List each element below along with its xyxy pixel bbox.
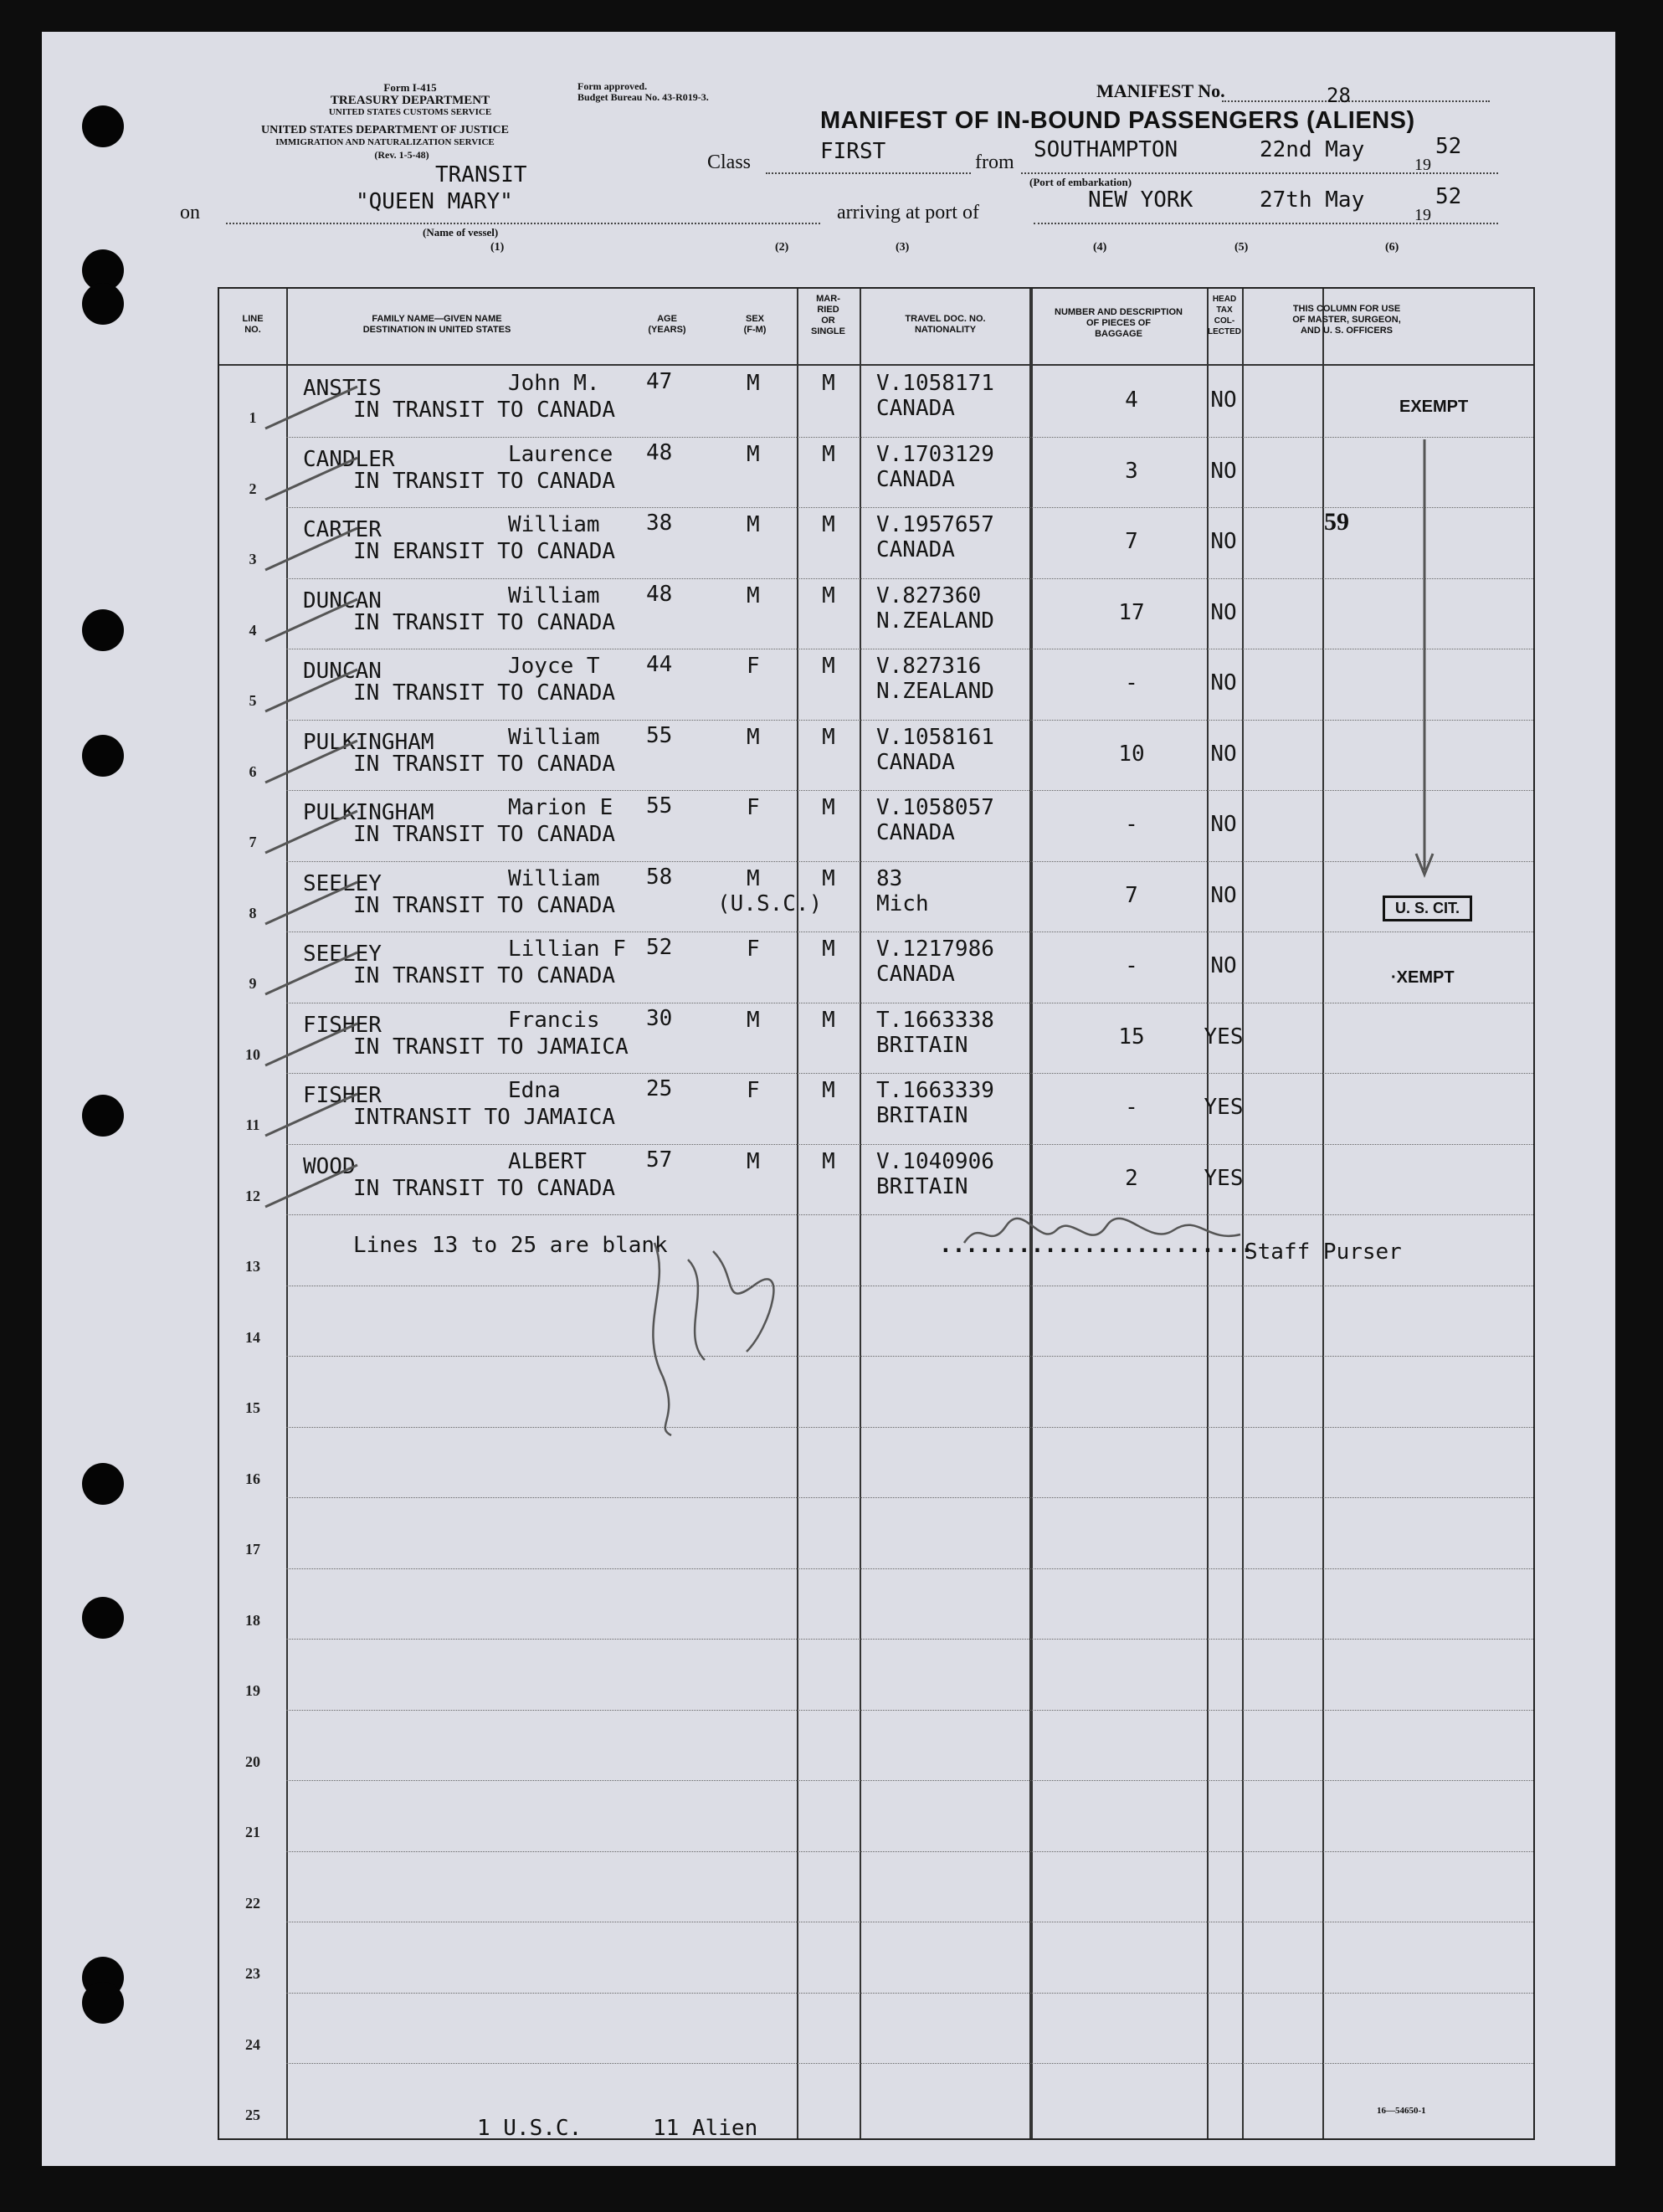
sex: M: [747, 512, 760, 537]
nationality: BRITAIN: [876, 1173, 968, 1199]
page-title: MANIFEST OF IN-BOUND PASSENGERS (ALIENS): [820, 107, 1415, 134]
col-divider: [1322, 289, 1324, 2138]
line-number: 11: [245, 1116, 260, 1133]
nationality: CANADA: [876, 537, 955, 562]
travel-doc-no: T.1663338: [876, 1007, 994, 1033]
family-name: SEELEY: [303, 942, 382, 967]
sex: M: [747, 371, 760, 396]
row-separator: [286, 790, 1533, 791]
exempt-stamp: EXEMPT: [1399, 398, 1469, 416]
nationality: CANADA: [876, 962, 955, 987]
vessel-name: "QUEEN MARY": [356, 189, 513, 214]
given-name: ALBERT: [508, 1148, 587, 1174]
age: 52: [646, 935, 673, 960]
family-name: FISHER: [303, 1012, 382, 1038]
manifest-no-line: [1222, 100, 1490, 102]
line-number: 21: [245, 1824, 260, 1840]
baggage-count: 4: [1125, 387, 1138, 413]
col-header-married: MAR- RIED OR SINGLE: [811, 294, 845, 336]
destination: IN TRANSIT TO CANADA: [353, 1175, 616, 1201]
row-separator: [286, 578, 1533, 579]
punch-hole: [82, 105, 124, 147]
line-number: 22: [245, 1894, 260, 1912]
customs-service: UNITED STATES CUSTOMS SERVICE: [328, 107, 492, 117]
family-name: ANSTIS: [303, 376, 382, 401]
row-separator: [286, 1780, 1533, 1781]
baggage-count: -: [1125, 953, 1138, 978]
treasury-dept: TREASURY DEPARTMENT: [330, 94, 490, 107]
punch-hole: [82, 1982, 124, 2024]
sex: M: [747, 1007, 760, 1033]
sex: F: [747, 654, 760, 679]
head-tax: NO: [1210, 953, 1237, 978]
head-tax: NO: [1210, 387, 1237, 413]
line-number: 15: [245, 1399, 260, 1416]
check-mark: [261, 665, 362, 716]
family-name: PULKINGHAM: [303, 800, 434, 825]
destination: INTRANSIT TO JAMAICA: [353, 1105, 616, 1130]
from-value: SOUTHAMPTON: [1034, 137, 1178, 162]
nationality: CANADA: [876, 749, 955, 775]
family-name: DUNCAN: [303, 659, 382, 684]
row-separator: [286, 1073, 1533, 1074]
row-separator: [286, 1427, 1533, 1428]
punch-hole: [82, 1463, 124, 1505]
baggage-count: 7: [1125, 882, 1138, 908]
check-mark: [261, 736, 362, 787]
family-name: CANDLER: [303, 446, 395, 472]
class-line: [766, 172, 971, 174]
col-header-officers: THIS COLUMN FOR USE OF MASTER, SURGEON, AND U. S. OFFICERS: [1292, 304, 1401, 336]
destination: IN TRANSIT TO CANADA: [353, 680, 616, 706]
line-number: 13: [245, 1258, 260, 1275]
head-tax: YES: [1204, 1095, 1244, 1120]
row-separator: [286, 1497, 1533, 1498]
check-mark: [261, 878, 362, 928]
row-separator: [286, 1568, 1533, 1569]
age: 38: [646, 511, 673, 536]
marital-status: M: [822, 583, 835, 608]
baggage-count: -: [1125, 1095, 1138, 1120]
row-separator: [286, 2063, 1533, 2064]
baggage-count: 2: [1125, 1165, 1138, 1191]
age: 30: [646, 1005, 673, 1031]
travel-doc-no: V.1703129: [876, 441, 994, 467]
inspector-signature: [621, 1209, 788, 1444]
col-header-sex: SEX (F-M): [743, 314, 767, 335]
family-name: PULKINGHAM: [303, 729, 434, 755]
embark-date: 22nd May: [1260, 137, 1365, 162]
class-label: Class: [707, 151, 752, 173]
marital-status: M: [822, 937, 835, 962]
line-number: 9: [249, 975, 257, 992]
given-name: William: [508, 865, 600, 891]
line-number: 3: [249, 551, 257, 567]
row-separator: [286, 861, 1533, 862]
line-number: 17: [245, 1541, 260, 1558]
form-number: Form I-415: [383, 81, 437, 94]
from-label: from: [975, 151, 1014, 173]
exempt-stamp-2: ·XEMPT: [1391, 968, 1455, 987]
sex: M: [747, 865, 760, 891]
baggage-count: 7: [1125, 529, 1138, 554]
sex: M: [747, 1148, 760, 1174]
punch-hole: [82, 1095, 124, 1137]
head-tax: NO: [1210, 741, 1237, 767]
travel-doc-no: V.1058057: [876, 795, 994, 820]
age: 44: [646, 652, 673, 677]
travel-doc-no: V.1058171: [876, 371, 994, 396]
total-usc: 1 U.S.C.: [477, 2116, 583, 2141]
line-number: 1: [249, 409, 257, 426]
us-cit-stamp: U. S. CIT.: [1383, 896, 1472, 921]
footer-code: 16—54650-1: [1377, 2106, 1426, 2116]
family-name: SEELEY: [303, 870, 382, 896]
nationality: N.ZEALAND: [876, 608, 994, 634]
given-name: William: [508, 583, 600, 608]
check-mark: [261, 807, 362, 857]
line-number: 14: [245, 1328, 260, 1346]
manifest-no-label: MANIFEST No.: [1096, 80, 1225, 101]
age: 48: [646, 581, 673, 607]
col-num-5: (5): [1234, 241, 1249, 254]
given-name: Joyce T: [508, 654, 600, 679]
manifest-no-value: 28: [1327, 84, 1351, 107]
line-number: 6: [249, 762, 257, 780]
row-separator: [286, 1851, 1533, 1852]
ins-service: IMMIGRATION AND NATURALIZATION SERVICE: [275, 137, 495, 147]
col-divider: [860, 289, 861, 2138]
header-rule: [219, 364, 1533, 366]
age: 58: [646, 864, 673, 890]
destination: IN TRANSIT TO CANADA: [353, 963, 616, 988]
marital-status: M: [822, 1007, 835, 1033]
travel-doc-no: V.1957657: [876, 512, 994, 537]
justice-dept: UNITED STATES DEPARTMENT OF JUSTICE: [261, 124, 509, 136]
total-alien: 11 Alien: [653, 2116, 758, 2141]
punch-hole: [82, 1597, 124, 1639]
row-separator: [286, 1710, 1533, 1711]
age: 25: [646, 1076, 673, 1101]
head-tax: NO: [1210, 670, 1237, 695]
family-name: DUNCAN: [303, 588, 382, 613]
nationality: CANADA: [876, 820, 955, 845]
row-separator: [286, 1639, 1533, 1640]
row-separator: [286, 1144, 1533, 1145]
col-num-2: (2): [775, 241, 789, 254]
purser-signature: [956, 1209, 1257, 1260]
destination: IN ERANSIT TO CANADA: [353, 539, 616, 564]
row-separator: [286, 1993, 1533, 1994]
port-embark-note: (Port of embarkation): [1029, 176, 1132, 188]
nationality: CANADA: [876, 396, 955, 421]
sex: M: [747, 724, 760, 750]
line-number: 4: [249, 621, 257, 639]
check-mark: [261, 454, 362, 504]
vessel-line: [226, 223, 820, 224]
citizenship-note: (U.S.C.): [717, 890, 823, 916]
travel-doc-no: V.1217986: [876, 937, 994, 962]
arriving-label: arriving at port of: [837, 202, 979, 223]
col-header-name: FAMILY NAME—GIVEN NAME DESTINATION IN UNITED STATES: [362, 314, 511, 335]
row-separator: [286, 437, 1533, 438]
sex: M: [747, 583, 760, 608]
destination: IN TRANSIT TO CANADA: [353, 822, 616, 847]
family-name: WOOD: [303, 1153, 356, 1179]
baggage-count: 3: [1125, 458, 1138, 484]
head-tax: NO: [1210, 882, 1237, 908]
family-name: CARTER: [303, 517, 382, 542]
age: 47: [646, 369, 673, 394]
check-mark: [261, 595, 362, 645]
on-label: on: [180, 202, 200, 223]
marital-status: M: [822, 724, 835, 750]
destination: IN TRANSIT TO CANADA: [353, 398, 616, 423]
age: 55: [646, 722, 673, 748]
line-number: 16: [245, 1470, 260, 1487]
travel-doc-no: V.1058161: [876, 724, 994, 750]
punch-hole: [82, 283, 124, 325]
destination: IN TRANSIT TO JAMAICA: [353, 1034, 629, 1060]
class-value: FIRST: [820, 139, 886, 164]
family-name: FISHER: [303, 1083, 382, 1108]
line-number: 19: [245, 1682, 260, 1699]
nationality: BRITAIN: [876, 1103, 968, 1128]
sex: F: [747, 1078, 760, 1103]
destination: IN TRANSIT TO CANADA: [353, 468, 616, 494]
check-mark: [261, 1019, 362, 1070]
col-header-travel: TRAVEL DOC. NO. NATIONALITY: [905, 314, 986, 335]
given-name: Lillian F: [508, 937, 626, 962]
age: 48: [646, 439, 673, 465]
line-number: 5: [249, 692, 257, 709]
col-num-3: (3): [896, 241, 910, 254]
passenger-table: [218, 287, 1535, 2140]
baggage-count: 17: [1118, 599, 1145, 625]
col-num-4: (4): [1093, 241, 1107, 254]
marital-status: M: [822, 441, 835, 467]
line-number: 25: [245, 2107, 260, 2123]
nationality: Mich: [876, 890, 929, 916]
line-number: 8: [249, 904, 257, 921]
travel-doc-no: V.827316: [876, 654, 982, 679]
row-separator: [286, 720, 1533, 721]
marital-status: M: [822, 1078, 835, 1103]
marital-status: M: [822, 865, 835, 891]
marital-status: M: [822, 512, 835, 537]
age: 57: [646, 1147, 673, 1173]
exempt-arrow: [1399, 431, 1450, 883]
check-mark: [261, 1161, 362, 1211]
given-name: William: [508, 512, 600, 537]
travel-doc-no: 83: [876, 865, 903, 891]
check-mark: [261, 382, 362, 433]
col-divider: [797, 289, 798, 2138]
transit-label: TRANSIT: [435, 162, 527, 187]
line-number: 7: [249, 834, 257, 850]
col-header-age: AGE (YEARS): [648, 314, 686, 335]
line13-note: Lines 13 to 25 are blank: [353, 1233, 668, 1258]
line-number: 10: [245, 1045, 260, 1063]
form-approved: Form approved.: [577, 80, 648, 92]
nationality: BRITAIN: [876, 1032, 968, 1058]
head-tax: NO: [1210, 529, 1237, 554]
col-header-baggage: NUMBER AND DESCRIPTION OF PIECES OF BAGGAGE: [1055, 307, 1183, 339]
head-tax: YES: [1204, 1165, 1244, 1191]
head-tax: NO: [1210, 812, 1237, 837]
arrival-year: 52: [1435, 184, 1462, 209]
given-name: William: [508, 724, 600, 750]
sex: F: [747, 795, 760, 820]
given-name: Francis: [508, 1007, 600, 1033]
baggage-count: 15: [1118, 1024, 1145, 1050]
purser-dots: ........................: [939, 1233, 1254, 1258]
punch-hole: [82, 735, 124, 777]
vessel-note: (Name of vessel): [423, 226, 499, 239]
head-tax: NO: [1210, 599, 1237, 625]
head-tax: YES: [1204, 1024, 1244, 1050]
age: 55: [646, 793, 673, 819]
manifest-page: [42, 32, 1615, 2166]
baggage-count: -: [1125, 812, 1138, 837]
arrival-port: NEW YORK: [1088, 187, 1193, 213]
marital-status: M: [822, 371, 835, 396]
travel-doc-no: V.1040906: [876, 1148, 994, 1174]
line-number: 18: [245, 1611, 260, 1629]
revision: (Rev. 1-5-48): [374, 149, 429, 161]
row-separator: [286, 1214, 1533, 1215]
line-number: 2: [249, 480, 257, 497]
given-name: John M.: [508, 371, 600, 396]
baggage-count: 10: [1118, 741, 1145, 767]
head-tax: NO: [1210, 458, 1237, 484]
embark-year-prefix: 19: [1414, 156, 1431, 174]
arrival-date: 27th May: [1260, 187, 1365, 213]
col-header-line: LINE NO.: [242, 314, 264, 335]
marital-status: M: [822, 654, 835, 679]
nationality: CANADA: [876, 466, 955, 492]
line-number: 20: [245, 1753, 260, 1770]
col-num-1: (1): [490, 241, 505, 254]
sex: M: [747, 441, 760, 467]
given-name: Laurence: [508, 441, 613, 467]
marital-status: M: [822, 795, 835, 820]
travel-doc-no: V.827360: [876, 583, 982, 608]
purser-title: Staff Purser: [1245, 1239, 1402, 1265]
line-number: 23: [245, 1965, 260, 1982]
sex: F: [747, 937, 760, 962]
arrival-year-prefix: 19: [1414, 206, 1431, 224]
embark-year: 52: [1435, 134, 1462, 159]
line-number: 24: [245, 2035, 260, 2053]
marital-status: M: [822, 1148, 835, 1174]
line-number: 12: [245, 1187, 260, 1204]
destination: IN TRANSIT TO CANADA: [353, 751, 616, 777]
destination: IN TRANSIT TO CANADA: [353, 609, 616, 635]
given-name: Edna: [508, 1078, 561, 1103]
check-mark: [261, 1090, 362, 1140]
destination: IN TRANSIT TO CANADA: [353, 892, 616, 918]
number-59: 59: [1324, 508, 1349, 536]
col-header-headtax: HEAD TAX COL- LECTED: [1208, 295, 1241, 336]
row-separator: [286, 1356, 1533, 1357]
punch-hole: [82, 609, 124, 651]
col-num-6: (6): [1385, 241, 1399, 254]
travel-doc-no: T.1663339: [876, 1078, 994, 1103]
budget-bureau: Budget Bureau No. 43-R019-3.: [577, 91, 709, 103]
given-name: Marion E: [508, 795, 613, 820]
nationality: N.ZEALAND: [876, 679, 994, 704]
check-mark: [261, 948, 362, 998]
check-mark: [261, 524, 362, 574]
baggage-count: -: [1125, 670, 1138, 695]
